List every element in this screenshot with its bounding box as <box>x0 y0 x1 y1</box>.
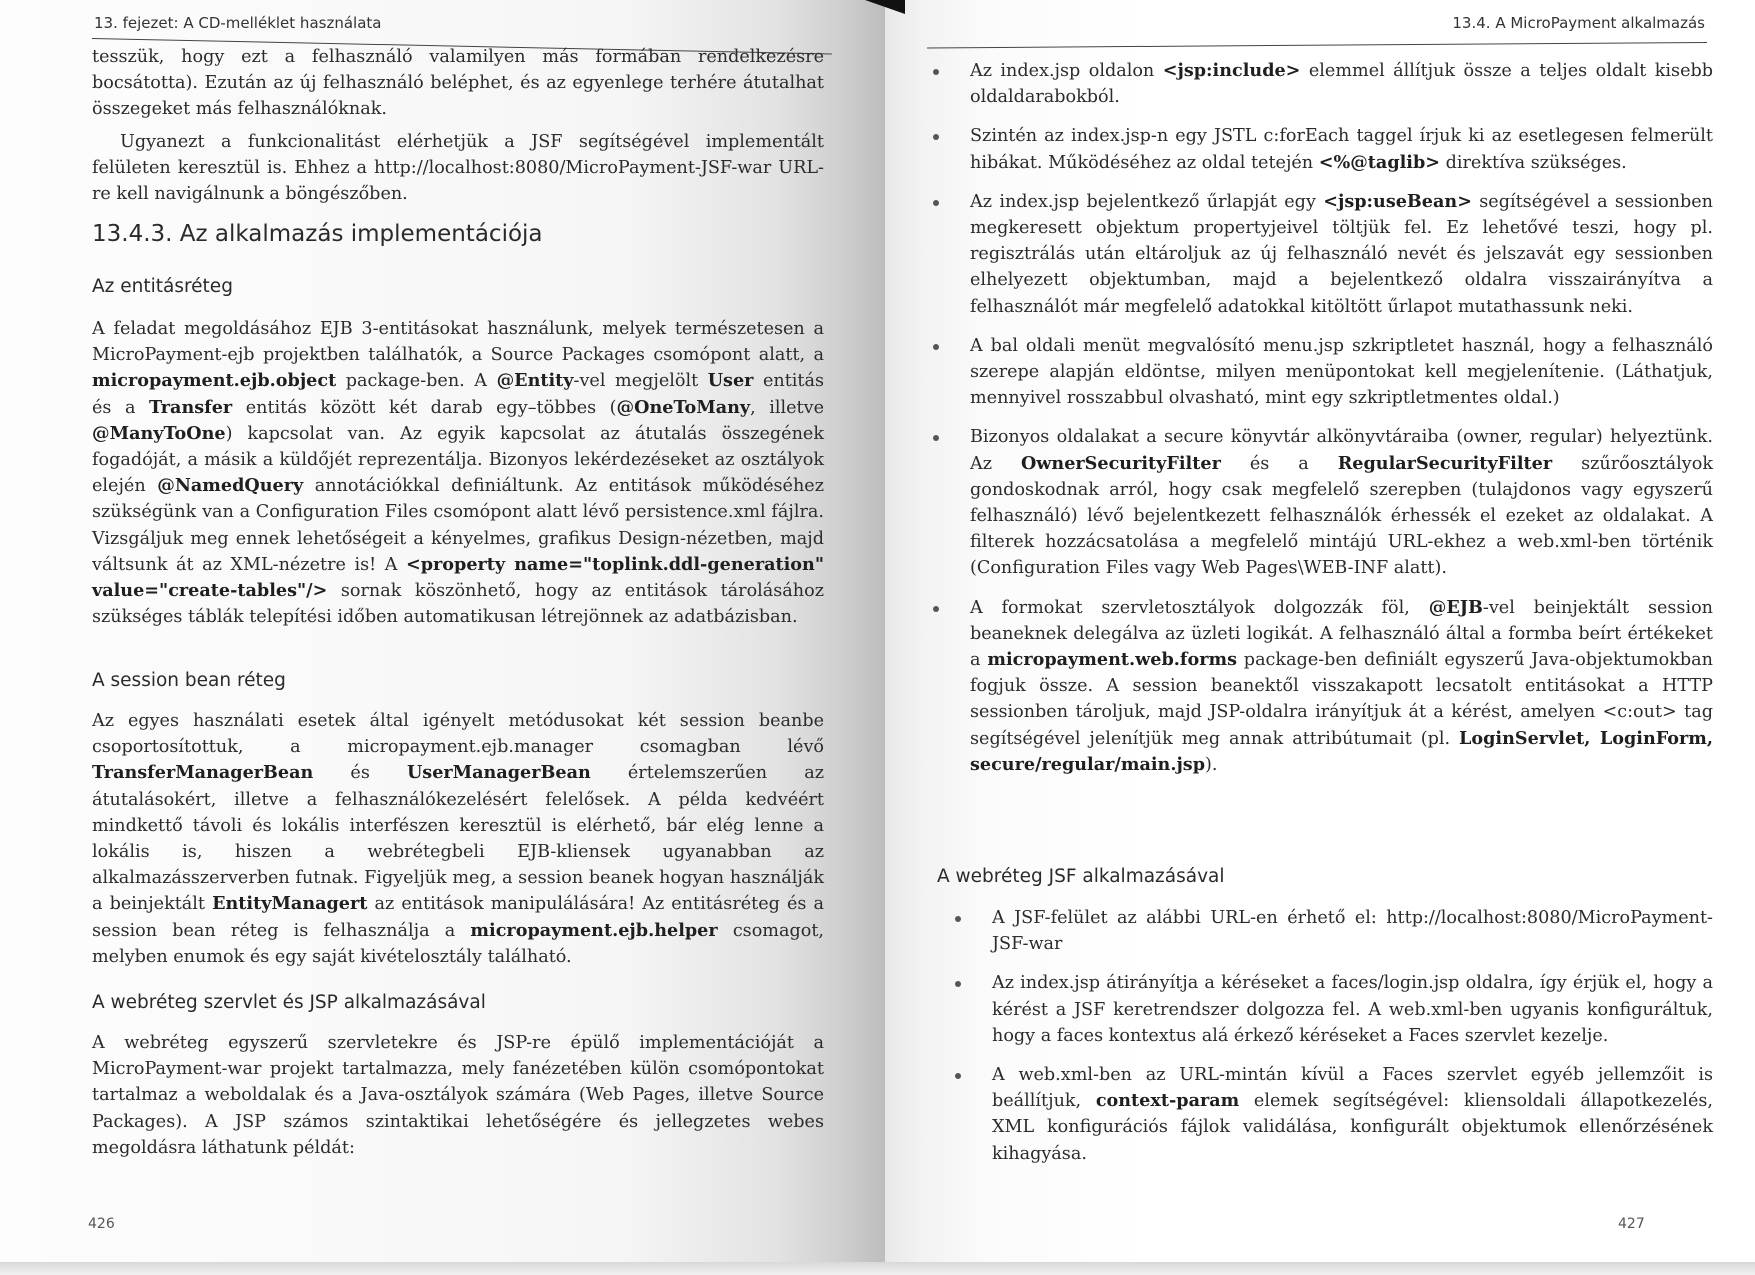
code-term: @EJB <box>1428 596 1483 618</box>
code-term: UserManagerBean <box>406 762 591 784</box>
text-run: Az index.jsp oldalon <box>970 61 1163 81</box>
bullet-icon <box>933 134 939 140</box>
text-run: , illetve <box>750 397 824 418</box>
code-term: @ManyToOne <box>92 422 226 444</box>
heading-entity-layer: Az entitásréteg <box>92 276 233 297</box>
bullet-item <box>947 1062 1713 1167</box>
text-run: ). <box>1205 754 1218 775</box>
code-term: LoginServlet, LoginForm, secure/regular/main.jsp <box>970 727 1714 775</box>
bullet-icon <box>933 69 939 75</box>
text-run: A formokat szervletosztályok dolgozzák föl, <box>970 597 1429 618</box>
text-run: entitás között két darab egy–többes ( <box>232 397 617 418</box>
text-run: package-ben. A <box>336 371 497 392</box>
bullet-icon <box>955 916 961 922</box>
servlet-text: A webréteg egyszerű szervletekre és JSP-re épülő implementációját a MicroPayment-war projekt tartalmazza, mely fanézetében külön csomópontokat tartalmaz a weboldalak és a Java-osztályok számára (Web Pages, illetve Source Packages). A JSP számos szintaktikai lehetőségére és jellegzetes webes megoldásra láthatunk példát: <box>92 1033 824 1158</box>
text-run: sornak köszönhető, hogy az entitások tárolásához szükséges táblák telepítési időben automatikusan létrejönnek az adatbázisban. <box>92 581 824 628</box>
page-bottom-edge <box>0 1262 1755 1275</box>
session-paragraph <box>92 708 824 970</box>
page-number-right: 427 <box>1618 1216 1645 1232</box>
heading-servlet-jsp: A webréteg szervlet és JSP alkalmazásával <box>92 992 486 1013</box>
intro-paragraph-2: Ugyanezt a funkcionalitást elérhetjük a JSF segítségével implementált felületen keresztül is. Ehhez a http://localhost:8080/MicroPayment-JSF-war URL-re kell navigálnunk a böngészőben. <box>92 131 824 205</box>
code-term: @OneToMany <box>616 396 751 418</box>
code-term: TransferManagerBean <box>92 762 314 784</box>
text-run: és a <box>1220 453 1338 474</box>
bullet-item <box>925 189 1713 320</box>
text-run: és <box>313 763 407 784</box>
text-run: Az index.jsp bejelentkező űrlapját egy <box>970 191 1324 212</box>
code-term: @Entity <box>496 370 574 392</box>
jsf-bullets <box>947 905 1713 1180</box>
bullet-item <box>925 58 1713 110</box>
bullet-icon <box>933 344 939 350</box>
bullet-item <box>925 123 1713 175</box>
section-title: 13.4.3. Az alkalmazás implementációja <box>92 221 543 247</box>
text-run: Bizonyos oldalakat a secure könyvtár alkönyvtáraiba (owner, regular) helyeztünk. Az <box>970 427 1713 474</box>
code-term: RegularSecurityFilter <box>1337 452 1553 474</box>
running-head-left: 13. fejezet: A CD-melléklet használata <box>94 14 382 32</box>
bullet-icon <box>933 435 939 441</box>
running-head-right: 13.4. A MicroPayment alkalmazás <box>1452 14 1705 32</box>
text-run: annotációkkal definiáltunk. Az entitások működéséhez szükségünk van a Configuration Files csomópont alatt lévő persistence.xml fájlra. Vizsgáljuk meg ennek lehetőségeit a kényelmes, grafikus Design-nézetben, majd váltsunk át az XML-nézetre is! A <box>92 476 824 575</box>
code-term: <%@taglib> <box>1318 151 1441 173</box>
code-term: <property name="toplink.ddl-generation" value="create-tables"/> <box>92 553 824 602</box>
intro-paragraph-1: tesszük, hogy ezt a felhasználó valamilyen más formában rendelkezésre bocsátotta). Ezután az új felhasználó beléphet, és az egyenlege terhére átutalhat összegeket más felhasználóknak. <box>92 47 824 120</box>
bullet-item <box>947 905 1713 957</box>
bullet-icon <box>933 200 939 206</box>
code-term: User <box>707 370 754 392</box>
text-run: elemmel állítjuk össze a teljes oldalt kisebb oldaldarabokból. <box>970 61 1714 108</box>
intro-text <box>92 44 824 207</box>
header-rule-right <box>927 42 1707 48</box>
bullet-icon <box>955 981 961 987</box>
text-run: A bal oldali menüt megvalósító menu.jsp szkriptletet használ, hogy a felhasználó szerepe alapján eldöntse, milyen menüpontokat kell megjelenítenie. (Láthatjuk, mennyivel rosszabbul olvasható, mint egy szkriptletmentes oldal.) <box>970 335 1713 409</box>
text-run: Az index.jsp átirányítja a kéréseket a faces/login.jsp oldalra, így érjük el, hogy a kérést a JSF keretrendszer dolgozza fel. A web.xml-ben ugyanis konfiguráltuk, hogy a faces kontextus alá érkező kéréseket a Faces szervlet kezelje. <box>992 973 1713 1046</box>
code-term: OwnerSecurityFilter <box>1020 452 1221 474</box>
text-run: A web.xml-ben az URL-mintán kívül a Faces szervlet egyéb jellemzőit is beállítjuk, <box>992 1065 1713 1112</box>
servlet-paragraph <box>92 1030 824 1161</box>
code-term: EntityManagert <box>212 893 368 915</box>
entity-paragraph <box>92 316 824 630</box>
text-run: entitás és a <box>92 371 825 418</box>
text-run: elemek segítségével: kliensoldali állapotkezelés, XML konfigurációs fájlok validálása, konfigurált objektumok ellenőrzésének kihagyása. <box>992 1091 1714 1164</box>
text-run: package-ben definiált egyszerű Java-objektumokban fogjuk össze. A session beanektől visszakapott lecsatolt entitásokat a HTTP sessionben tároljuk, majd JSP-oldalra irányítjuk át a kérést, amelyen <c:out> tag segítségével jelenítjük meg annak attribútumait (pl. <box>970 650 1713 749</box>
code-term: <jsp:useBean> <box>1323 190 1472 212</box>
text-run: segítségével a sessionben megkeresett objektum propertyjeivel töltjük fel. Ez lehetővé teszi, hogy pl. regisztrálás után eltároljuk az új felhasználó nevét és jelszavát egy sessionben elhelyezett objektumban, majd a bejelentkező oldalra visszairányítva a felhasználót már megfelelő adatokkal kitöltött űrlapot mutathassunk neki. <box>970 191 1713 317</box>
right-page <box>885 0 1755 1262</box>
heading-jsf-layer: A webréteg JSF alkalmazásával <box>937 866 1225 887</box>
text-run: -vel beinjektált session beaneknek delegálva az üzleti logikát. A felhasználó által a formba beírt értékeket a <box>970 597 1713 671</box>
bullet-item <box>925 424 1713 581</box>
bullet-icon <box>933 606 939 612</box>
code-term: context-param <box>1095 1090 1240 1112</box>
bullet-icon <box>955 1073 961 1079</box>
text-run: értelemszerűen az átutalásokért, illetve a felhasználókezelésért felelősek. A példa kedvéért mindkettő távoli és lokális interfészen keresztül is elérhető, bár elég lenne a lokális is, hiszen a webrétegbeli EJB-kliensek ugyanabban az alkalmazásszerverben futnak. Figyeljük meg, a session beanek hogyan használják a beinjektált <box>92 763 824 915</box>
left-page <box>0 0 885 1262</box>
heading-session-bean-layer: A session bean réteg <box>92 670 286 691</box>
code-term: Transfer <box>148 396 233 418</box>
text-run: Az egyes használati esetek által igényelt metódusokat két session beanbe csoportosítottuk, a micropayment.ejb.manager csomagban lévő <box>92 711 824 758</box>
text-run: Szintén az index.jsp-n egy JSTL c:forEach taggel írjuk ki az esetlegesen felmerült hibákat. Működéséhez az oldal tetején <box>970 126 1713 173</box>
code-term: <jsp:include> <box>1162 60 1301 81</box>
text-run: A feladat megoldásához EJB 3-entitásokat használunk, melyek természetesen a MicroPayment-ejb projektben találhatók, a Source Packages csomópont alatt, a <box>92 319 824 366</box>
text-run: szűrőosztályok gondoskodnak arról, hogy csak megfelelő szerepben (tulajdonos vagy egyszerű felhasználó) lévő bejelentkezett felhasználók érhessék el ezeket az oldalakat. A filterek hozzácsatolása a megfelelő mintájú URL-ekhez a web.xml-ben történik (Configuration Files vagy Web Pages\WEB-INF alatt). <box>970 453 1713 579</box>
text-run: -vel megjelölt <box>573 371 708 392</box>
code-term: micropayment.ejb.object <box>92 370 337 392</box>
bullet-item <box>925 333 1713 412</box>
text-run: ) kapcsolat van. Az egyik kapcsolat az átutalás összegének fogadóját, a másik a küldőjét reprezentálja. Bizonyos lekérdezéseket az osztályok elején <box>92 423 824 497</box>
code-term: micropayment.ejb.helper <box>470 919 718 941</box>
text-run: A JSF-felület az alábbi URL-en érhető el: http://localhost:8080/MicroPayment-JSF-war <box>992 908 1713 955</box>
bullet-item <box>947 970 1713 1049</box>
text-run: csomagot, melyben enumok és egy saját kivételosztály található. <box>92 920 824 967</box>
code-term: micropayment.web.forms <box>987 649 1237 671</box>
servlet-bullets <box>925 58 1713 791</box>
text-run: az entitások manipulálására! Az entitásréteg és a session bean réteg is felhasználja a <box>92 894 824 941</box>
text-run: direktíva szükséges. <box>1440 152 1627 173</box>
bullet-item <box>925 595 1713 778</box>
code-term: @NamedQuery <box>157 475 304 497</box>
page-number-left: 426 <box>88 1216 115 1232</box>
